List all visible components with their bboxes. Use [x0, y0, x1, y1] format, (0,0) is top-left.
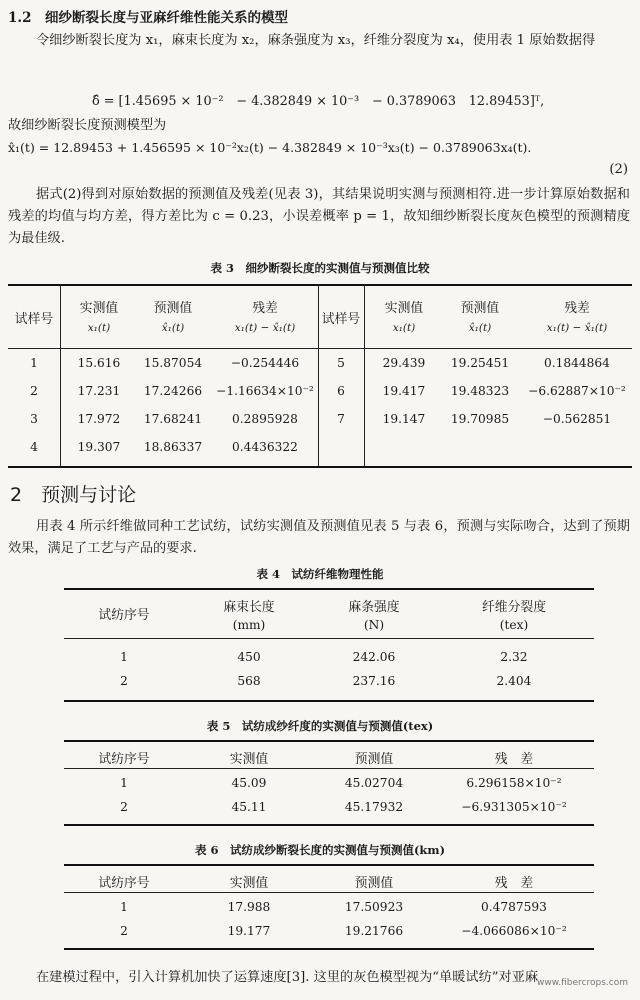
table3-cell-predicted: 19.25451 — [450, 356, 510, 370]
table5-cell: 45.17932 — [344, 800, 404, 814]
delta-equation: δ̂ = [1.45695 × 10⁻² − 4.382849 × 10⁻³ − 0.3789063 12.89453]ᵀ, — [92, 94, 545, 109]
table3-header-predicted: 预测值 — [153, 301, 193, 316]
equation-number: (2) — [609, 162, 628, 177]
table4-cell: 2 — [120, 674, 128, 688]
table3-header-predicted-symbol: x̂₁(t) — [161, 322, 185, 334]
table3-cell-residual: 0.4436322 — [232, 440, 298, 454]
table6-bottom-rule — [64, 948, 594, 950]
table3-header-residual-symbol: x₁(t) − x̂₁(t) — [234, 322, 296, 334]
table6-cell: 19.177 — [227, 924, 271, 938]
table6-header-rule — [64, 892, 594, 893]
table6-top-rule — [64, 864, 594, 866]
table3-cell-measured: 19.417 — [382, 384, 426, 398]
table3-header-residual: 残差 — [252, 301, 278, 316]
table6-header-sample: 试纺序号 — [98, 876, 150, 891]
table5-cell: 1 — [120, 776, 128, 790]
table3-cell-measured: 29.439 — [382, 356, 426, 370]
table4-unit-n: (N) — [363, 618, 385, 632]
table4-header-rule — [64, 638, 594, 639]
table3-cell-residual: 0.2895928 — [232, 412, 298, 426]
table3-header-rule — [8, 348, 632, 349]
table4-unit-tex: (tex) — [499, 618, 529, 632]
table5-cell: 45.11 — [231, 800, 267, 814]
table4-top-rule — [64, 588, 594, 590]
table3-cell-no: 6 — [337, 384, 345, 398]
table3-cell-residual: −0.254446 — [230, 356, 300, 370]
table3-header-measured: 实测值 — [79, 301, 119, 316]
table3-cell-no: 1 — [30, 356, 38, 370]
table4-cell: 2.32 — [500, 650, 528, 664]
table5-cell: 6.296158×10⁻² — [466, 776, 562, 790]
table3-caption: 表 3 细纱断裂长度的实测值与预测值比较 — [210, 261, 430, 275]
table6-caption: 表 6 试纺成纱断裂长度的实测值与预测值(km) — [194, 843, 446, 857]
table4-cell: 1 — [120, 650, 128, 664]
table4-cell: 2.404 — [496, 674, 532, 688]
table3-cell-measured: 17.231 — [77, 384, 121, 398]
table3-vline — [364, 284, 365, 466]
table3-header-predicted-symbol: x̂₁(t) — [468, 322, 492, 334]
paragraph-results: 据式(2)得到对原始数据的预测值及残差(见表 3)，其结果说明实测与预测相符.进一步计算原始数据和残差的均值与均方差，得方差比为 c = 0.23，小误差概率 p = 1，故知细纱断裂长度灰色模型的预测精度为最佳级. — [8, 187, 630, 246]
table3-vline — [60, 284, 61, 466]
table3-header-measured-symbol: x₁(t) — [87, 322, 111, 334]
table4-bottom-rule — [64, 700, 594, 702]
table6-cell: 19.21766 — [344, 924, 404, 938]
table6-cell: 1 — [120, 900, 128, 914]
table6-cell: −4.066086×10⁻² — [461, 924, 567, 938]
table3-header-no: 试样号 — [14, 312, 54, 327]
table3-cell-measured: 15.616 — [77, 356, 121, 370]
table5-top-rule — [64, 740, 594, 742]
section-1-2-heading: 1.2 细纱断裂长度与亚麻纤维性能关系的模型 — [8, 10, 288, 26]
table3-header-predicted: 预测值 — [460, 301, 500, 316]
table5-cell: −6.931305×10⁻² — [461, 800, 567, 814]
table6-header-predicted: 预测值 — [354, 876, 394, 891]
table3-cell-measured: 17.972 — [77, 412, 121, 426]
footer-paragraph: 在建模过程中，引入计算机加快了运算速度[3]. 这里的灰色模型视为“单暖试纺”对亚麻 — [36, 970, 539, 985]
table5-cell: 45.09 — [231, 776, 267, 790]
table4-header-fiber-split: 纤维分裂度 — [482, 600, 546, 615]
table3-cell-predicted: 19.48323 — [450, 384, 510, 398]
table3-cell-residual: −6.62887×10⁻² — [528, 384, 626, 398]
table3-cell-predicted: 18.86337 — [143, 440, 203, 454]
table5-header-measured: 实测值 — [229, 752, 269, 767]
table4-header-bundle-length: 麻束长度 — [223, 600, 275, 615]
paragraph-prediction: 用表 4 所示纤维做同种工艺试纺，试纺实测值及预测值见表 5 与表 6，预测与实际吻合，达到了预期效果，满足了工艺与产品的要求. — [8, 519, 630, 556]
model-equation: x̂₁(t) = 12.89453 + 1.456595 × 10⁻²x₂(t) − 4.382849 × 10⁻³x₃(t) − 0.3789063x₄(t). — [8, 140, 532, 155]
table3-bottom-rule — [8, 466, 632, 468]
table3-cell-predicted: 17.68241 — [143, 412, 203, 426]
table3-top-rule — [8, 284, 632, 286]
table5-header-rule — [64, 768, 594, 769]
table6-cell: 17.988 — [227, 900, 271, 914]
table3-cell-no: 4 — [30, 440, 38, 454]
table6-cell: 17.50923 — [344, 900, 404, 914]
table5-header-sample: 试纺序号 — [98, 752, 150, 767]
table3-cell-predicted: 15.87054 — [143, 356, 203, 370]
table3-cell-no: 5 — [337, 356, 345, 370]
table3-cell-residual: −1.16634×10⁻² — [216, 384, 314, 398]
table4-caption: 表 4 试纺纤维物理性能 — [256, 567, 384, 581]
table4-cell: 450 — [237, 650, 261, 664]
table3-cell-measured: 19.307 — [77, 440, 121, 454]
table5-header-predicted: 预测值 — [354, 752, 394, 767]
paragraph-model-intro: 故细纱断裂长度预测模型为 — [8, 118, 167, 133]
watermark: www.fibercrops.com — [537, 978, 628, 988]
table3-header-residual-symbol: x₁(t) − x̂₁(t) — [546, 322, 608, 334]
table3-cell-no: 3 — [30, 412, 38, 426]
table3-cell-measured: 19.147 — [382, 412, 426, 426]
table3-cell-residual: 0.1844864 — [544, 356, 610, 370]
table3-header-measured: 实测值 — [384, 301, 424, 316]
table3-cell-residual: −0.562851 — [542, 412, 612, 426]
section-2-heading: 2 预测与讨论 — [10, 484, 137, 506]
table4-cell: 242.06 — [352, 650, 396, 664]
table5-cell: 45.02704 — [344, 776, 404, 790]
table3-header-measured-symbol: x₁(t) — [392, 322, 416, 334]
table4-header-sliver-strength: 麻条强度 — [348, 600, 400, 615]
table5-bottom-rule — [64, 824, 594, 826]
table6-header-residual: 残 差 — [494, 876, 534, 891]
table3-cell-no: 7 — [337, 412, 345, 426]
paragraph-definitions: 令细纱断裂长度为 x₁，麻束长度为 x₂，麻条强度为 x₃，纤维分裂度为 x₄，使用表 1 原始数据得 — [36, 33, 596, 48]
table5-cell: 2 — [120, 800, 128, 814]
table3-header-no: 试样号 — [321, 312, 361, 327]
table4-cell: 237.16 — [352, 674, 396, 688]
table3-cell-predicted: 17.24266 — [143, 384, 203, 398]
table3-cell-no: 2 — [30, 384, 38, 398]
table5-header-residual: 残 差 — [494, 752, 534, 767]
table4-cell: 568 — [237, 674, 261, 688]
table4-unit-mm: (mm) — [232, 618, 266, 632]
table3-header-residual: 残差 — [564, 301, 590, 316]
table6-header-measured: 实测值 — [229, 876, 269, 891]
table6-cell: 0.4787593 — [481, 900, 547, 914]
table6-cell: 2 — [120, 924, 128, 938]
table3-cell-predicted: 19.70985 — [450, 412, 510, 426]
table4-header-sample: 试纺序号 — [98, 608, 150, 623]
table5-caption: 表 5 试纺成纱纤度的实测值与预测值(tex) — [206, 719, 434, 733]
